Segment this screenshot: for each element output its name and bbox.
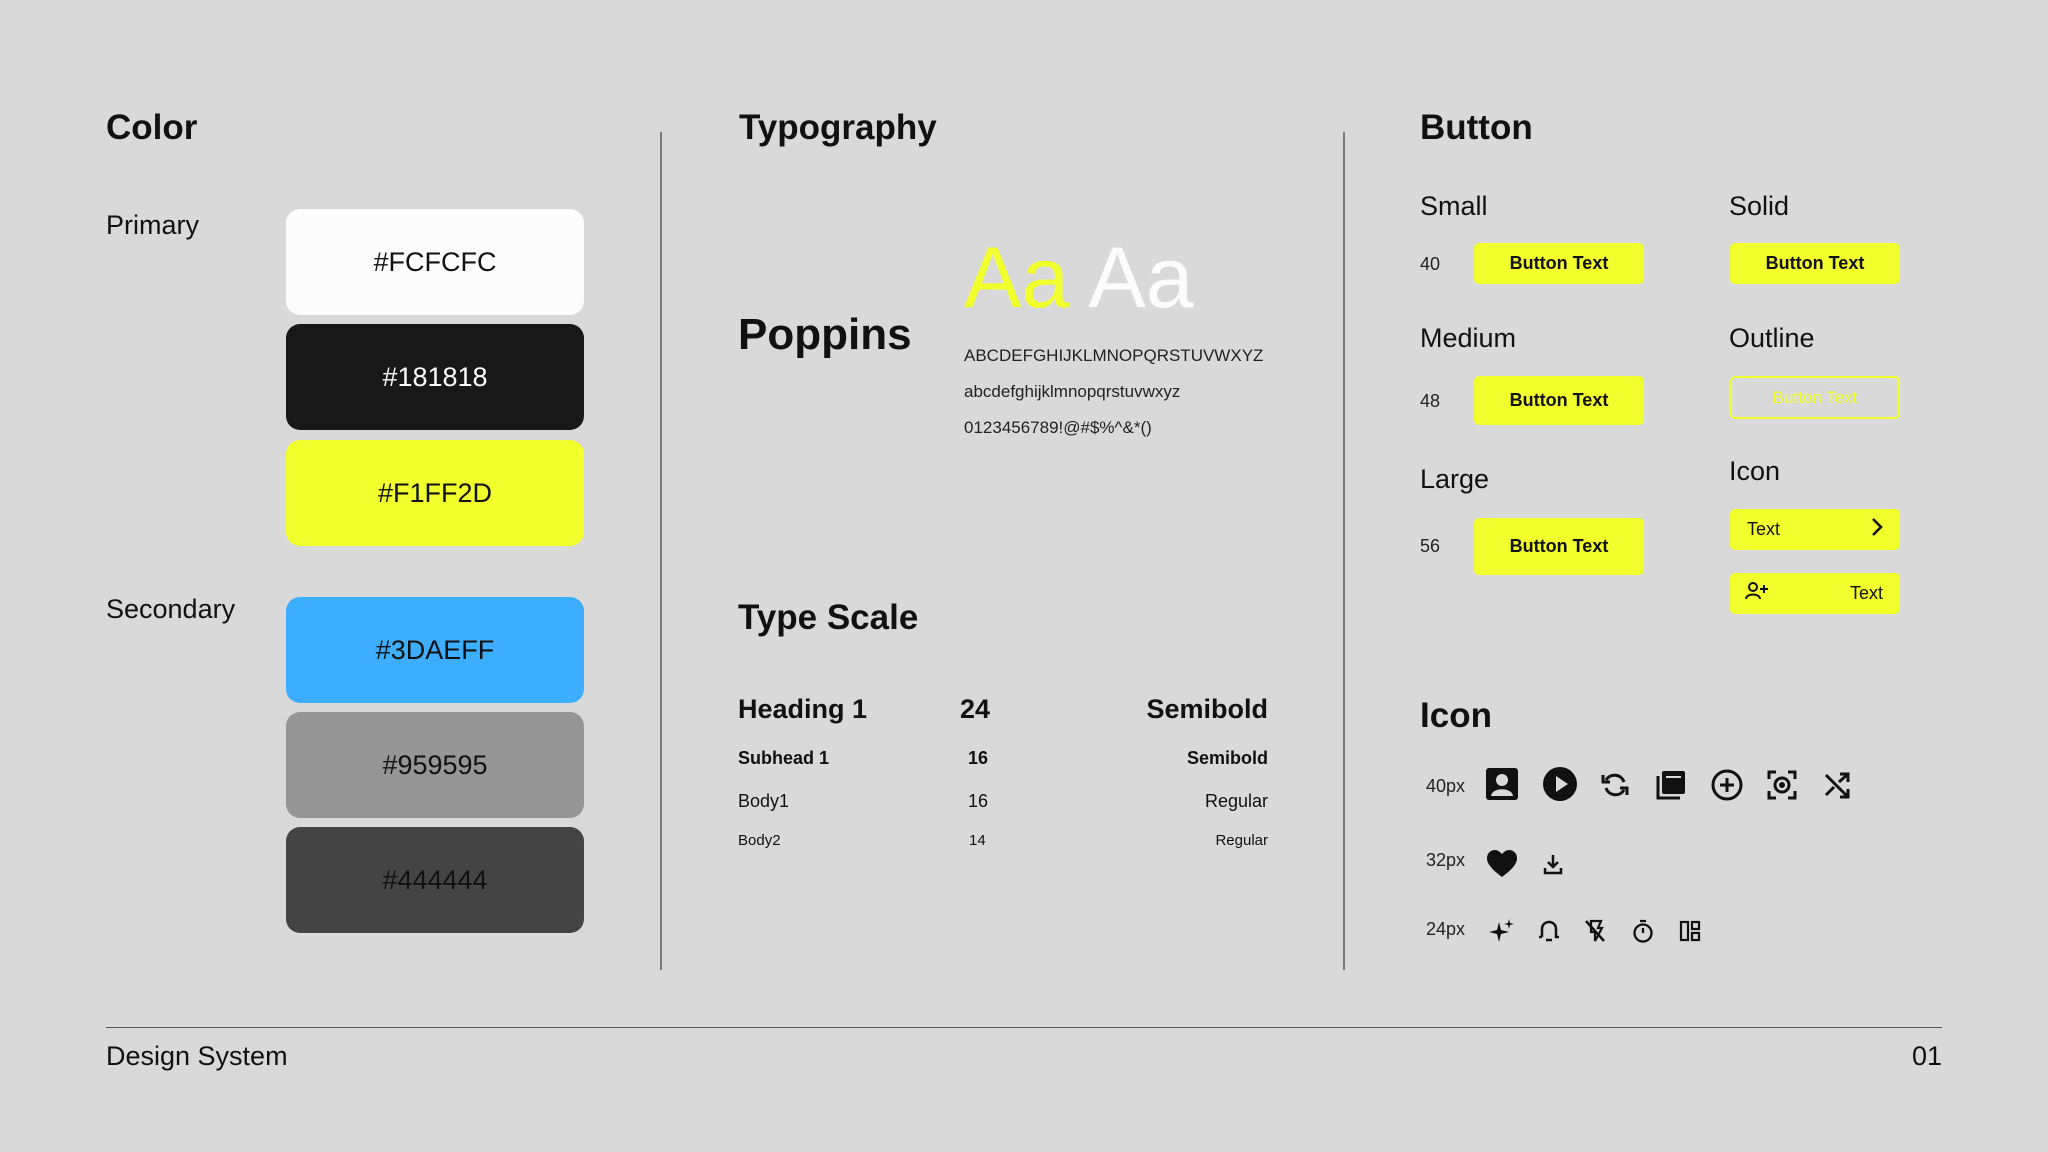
scale-name: Heading 1	[738, 694, 868, 724]
large-size: 56	[1420, 536, 1441, 556]
scale-row-heading1	[738, 694, 1268, 726]
scale-size: 14	[969, 832, 986, 849]
account-box-icon	[1484, 766, 1520, 802]
scale-size: 16	[968, 748, 989, 768]
button-label: Text	[1747, 519, 1781, 539]
swatch-hex: #3DAEFF	[375, 634, 495, 665]
footer-title: Design System	[106, 1041, 288, 1071]
medium-button[interactable]: Button Text	[1474, 376, 1644, 425]
primary-label: Primary	[106, 210, 199, 240]
swatch-hex: #444444	[382, 864, 488, 895]
uppercase-glyphs: ABCDEFGHIJKLMNOPQRSTUVWXYZ	[964, 346, 1264, 365]
scale-name: Body2	[738, 832, 781, 849]
bell-icon	[1536, 917, 1562, 945]
typography-title: Typography	[739, 108, 937, 147]
small-size: 40	[1420, 254, 1441, 274]
icon-button-label: Icon	[1729, 456, 1781, 486]
medium-size: 48	[1420, 391, 1441, 411]
person-add-icon	[1744, 580, 1770, 607]
solid-button[interactable]: Button Text	[1730, 243, 1900, 284]
large-label: Large	[1420, 464, 1490, 494]
chevron-right-icon	[1868, 516, 1886, 543]
type-scale-title: Type Scale	[738, 598, 919, 637]
sample-yellow: Aa	[964, 230, 1070, 326]
button-label: Text	[1849, 583, 1883, 603]
font-sample	[964, 228, 1194, 328]
swatch-hex: #F1FF2D	[377, 477, 493, 508]
download-icon	[1541, 851, 1565, 877]
add-circle-icon	[1710, 768, 1744, 802]
outline-label: Outline	[1729, 323, 1815, 353]
shuffle-icon	[1820, 768, 1854, 802]
scale-size: 24	[960, 694, 991, 724]
scale-weight: Semibold	[1186, 748, 1268, 768]
scale-size: 16	[968, 791, 989, 811]
icon-size-32-label: 32px	[1426, 850, 1466, 870]
swatch-hex: #FCFCFC	[373, 246, 497, 277]
lowercase-glyphs: abcdefghijklmnopqrstuvwxyz	[964, 382, 1181, 401]
divider-2	[1343, 132, 1345, 970]
sparkle-icon	[1488, 917, 1516, 945]
icon-text-button[interactable]	[1730, 573, 1900, 614]
large-button[interactable]: Button Text	[1474, 518, 1644, 575]
scale-row-body1	[738, 791, 1268, 813]
icon-size-40-label: 40px	[1426, 776, 1466, 796]
heart-icon	[1486, 848, 1518, 880]
swatch-secondary-3	[286, 827, 584, 933]
footer-rule	[106, 1027, 1942, 1028]
button-title: Button	[1420, 108, 1533, 147]
number-glyphs: 0123456789!@#$%^&*()	[964, 418, 1152, 437]
swatch-secondary-1	[286, 597, 584, 703]
library-icon	[1654, 768, 1688, 802]
scale-name: Body1	[738, 791, 790, 811]
sample-white: Aa	[1088, 230, 1194, 326]
scale-row-body2	[738, 832, 1268, 852]
page-number: 01	[1911, 1041, 1942, 1071]
icon-title: Icon	[1420, 696, 1492, 735]
refresh-icon	[1598, 768, 1632, 802]
medium-label: Medium	[1420, 323, 1517, 353]
dashboard-icon	[1677, 917, 1703, 945]
scale-weight: Semibold	[1146, 694, 1268, 724]
flash-off-icon	[1582, 917, 1608, 945]
scale-weight: Regular	[1215, 832, 1268, 849]
color-title: Color	[106, 108, 198, 147]
swatch-hex: #959595	[382, 749, 488, 780]
secondary-label: Secondary	[106, 594, 236, 624]
small-button[interactable]: Button Text	[1474, 243, 1644, 284]
scale-name: Subhead 1	[738, 748, 830, 768]
swatch-secondary-2	[286, 712, 584, 818]
scale-weight: Regular	[1204, 791, 1268, 811]
outline-button[interactable]: Button Text	[1730, 376, 1900, 419]
icon-size-24-label: 24px	[1426, 919, 1466, 939]
solid-label: Solid	[1729, 191, 1790, 221]
play-circle-icon	[1542, 766, 1578, 802]
divider-1	[660, 132, 662, 970]
swatch-primary-2	[286, 324, 584, 430]
swatch-primary-1	[286, 209, 584, 315]
timer-icon	[1630, 917, 1656, 945]
text-arrow-button[interactable]	[1730, 509, 1900, 550]
swatch-hex: #181818	[382, 361, 488, 392]
font-name: Poppins	[738, 310, 912, 359]
center-focus-icon	[1765, 768, 1799, 802]
swatch-primary-3	[286, 440, 584, 546]
scale-row-subhead1	[738, 748, 1268, 770]
small-label: Small	[1420, 191, 1488, 221]
